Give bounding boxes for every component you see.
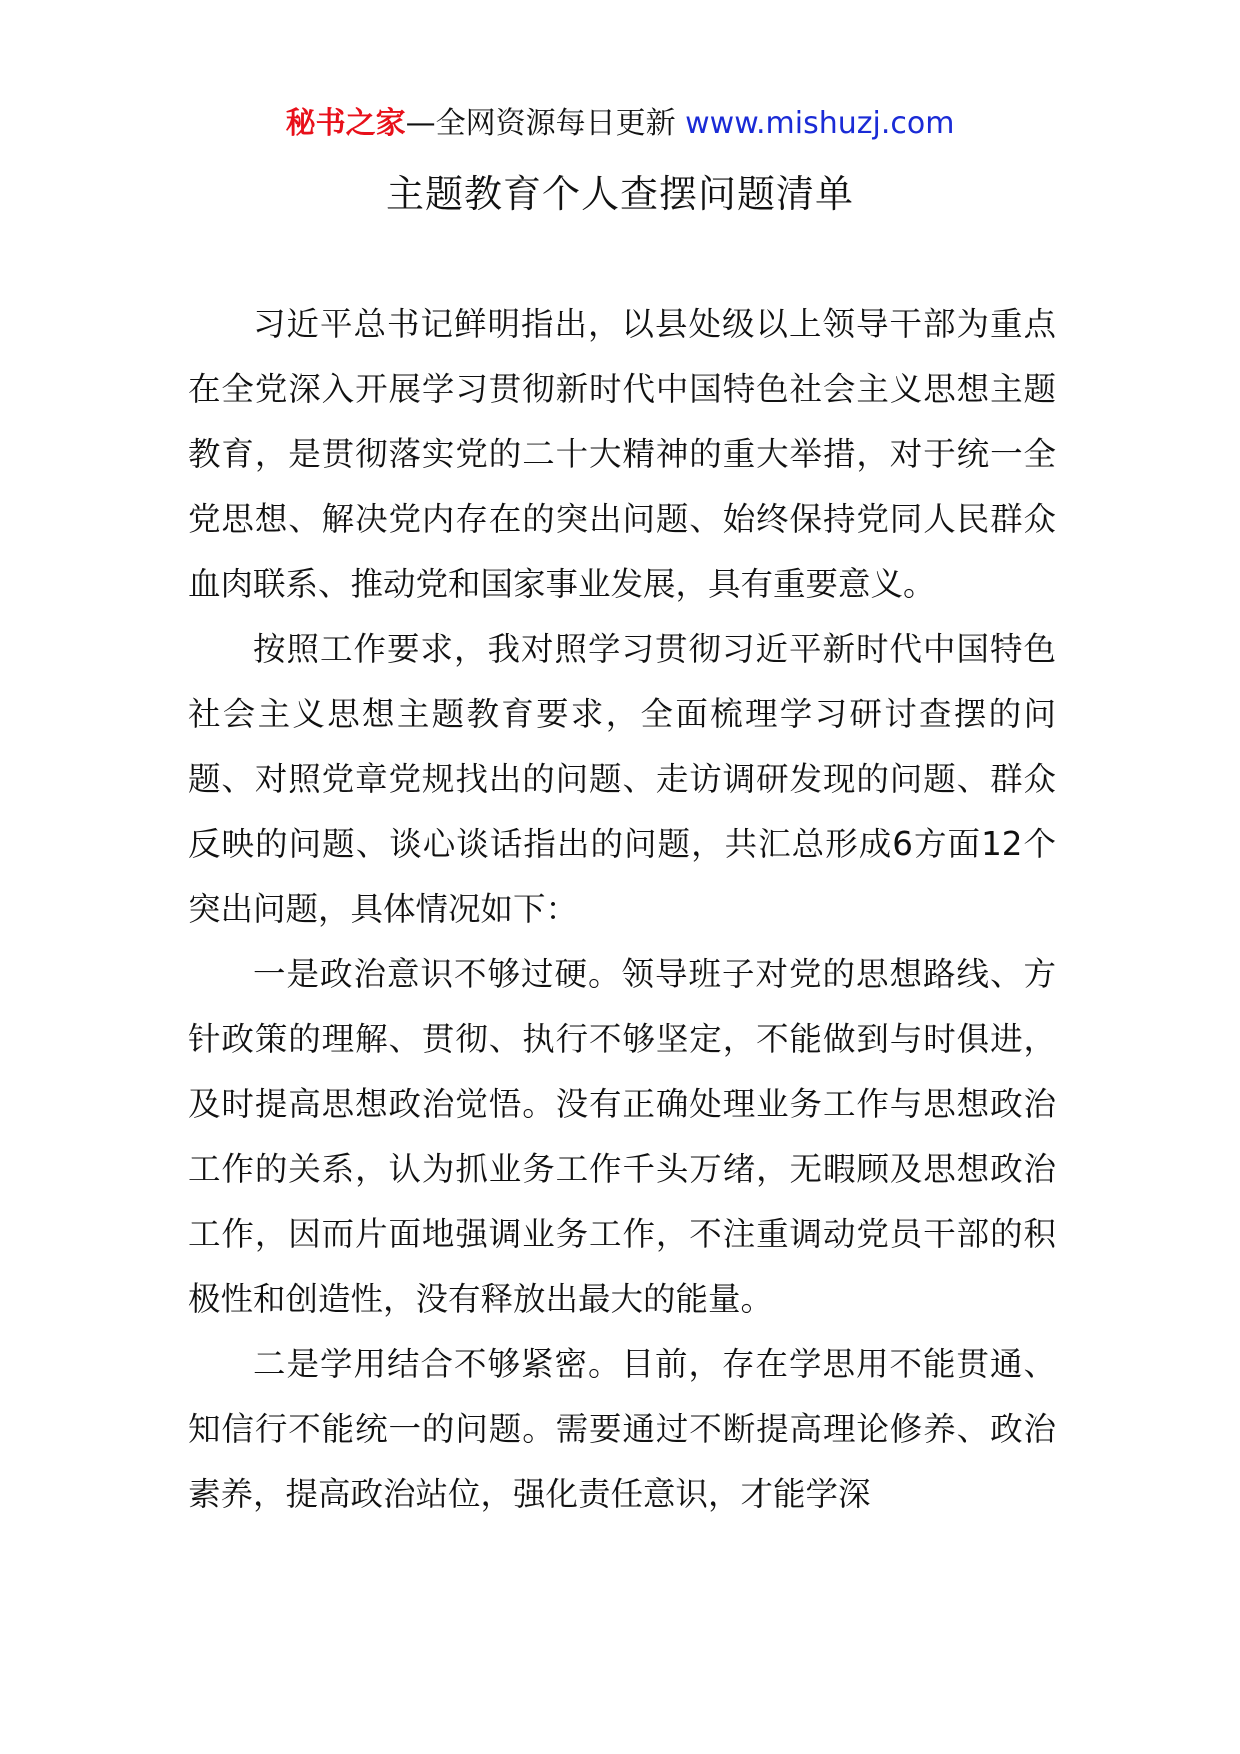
paragraph-issue-two: 二是学用结合不够紧密。目前，存在学思用不能贯通、知信行不能统一的问题。需要通过不断提高理论修养、政治素养，提高政治站位，强化责任意识，才能学深 bbox=[188, 1345, 1056, 1513]
document-title: 主题教育个人查摆问题清单 bbox=[385, 172, 854, 216]
paragraph-issue-one: 一是政治意识不够过硬。领导班子对党的思想路线、方针政策的理解、贯彻、执行不够坚定，不能做到与时俱进，及时提高思想政治觉悟。没有正确处理业务工作与思想政治工作的关系，认为抓业务工作千头万绪，无暇顾及思想政治工作，因而片面地强调业务工作，不注重调动党员干部的积极性和创造性，没有释放出最大的能量。 bbox=[188, 955, 1056, 1318]
document-body bbox=[188, 292, 1056, 1527]
site-brand: 秘书之家 bbox=[285, 106, 406, 141]
paragraph-summary: 按照工作要求，我对照学习贯彻习近平新时代中国特色社会主义思想主题教育要求，全面梳理学习研讨查摆的问题、对照党章党规找出的问题、走访调研发现的问题、群众反映的问题、谈心谈话指出的问题，共汇总形成6方面12个突出问题，具体情况如下： bbox=[188, 630, 1056, 928]
site-url-link[interactable]: www.mishuzj.com bbox=[685, 106, 955, 141]
site-tagline: —全网资源每日更新 bbox=[405, 106, 676, 141]
site-header bbox=[0, 102, 1240, 146]
paragraph-intro: 习近平总书记鲜明指出，以县处级以上领导干部为重点在全党深入开展学习贯彻新时代中国特色社会主义思想主题教育，是贯彻落实党的二十大精神的重大举措，对于统一全党思想、解决党内存在的突出问题、始终保持党同人民群众血肉联系、推动党和国家事业发展，具有重要意义。 bbox=[188, 305, 1056, 603]
